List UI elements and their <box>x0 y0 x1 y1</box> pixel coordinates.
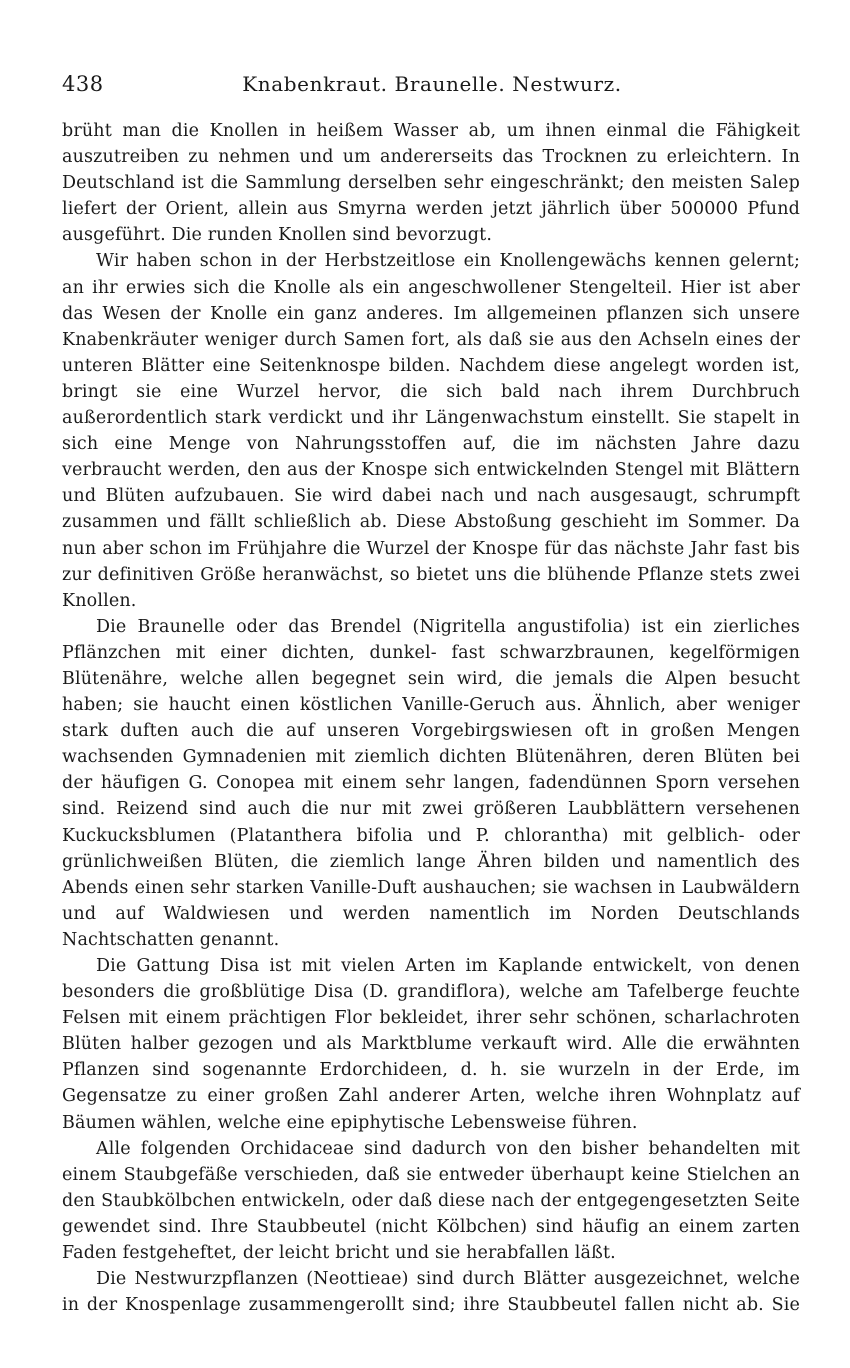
paragraph: Alle folgenden Orchidaceae sind dadurch von den bisher behandelten mit einem Staubgefäße verschieden, daß sie entweder überhaupt keine Stielchen an den Staubkölbchen entwickeln, oder daß diese nach der entgegengesetzten Seite gewendet sind. Ihre Staubbeutel (nicht Kölbchen) sind häufig an einem zarten Faden festgeheftet, der leicht bricht und sie herabfallen läßt. <box>62 1138 800 1264</box>
paragraph: brüht man die Knollen in heißem Wasser ab, um ihnen einmal die Fähigkeit auszutreiben zu nehmen und um andererseits das Trocknen zu erleichtern. In Deutschland ist die Sammlung derselben sehr eingeschränkt; den meisten Salep liefert der Orient, allein aus Smyrna werden jetzt jährlich über 500000 Pfund ausgeführt. Die runden Knollen sind bevorzugt. <box>62 121 800 246</box>
paragraph: Die Gattung Disa ist mit vielen Arten im Kaplande entwickelt, von denen besonders die großblütige Disa (D. grandiflora), welche am Tafelberge feuchte Felsen mit einem prächtigen Flor bekleidet, ihrer sehr schönen, scharlachroten Blüten halber gezogen und als Marktblume verkauft wird. Alle die erwähnten Pflanzen sind sogenannte Erdorchideen, d. h. sie wurzeln in der Erde, im Gegensatze zu einer großen Zahl anderer Arten, welche ihren Wohnplatz auf Bäumen wählen, welche eine epiphytische Lebensweise führen. <box>62 956 800 1133</box>
paragraph: Wir haben schon in der Herbstzeitlose ein Knollengewächs kennen gelernt; an ihr erwies sich die Knolle als ein angeschwollener Stengelteil. Hier ist aber das Wesen der Knolle ein ganz anderes. Im allgemeinen pflanzen sich unsere Knabenkräuter weniger durch Samen fort, als daß sie aus den Achseln eines der unteren Blätter eine Seitenknospe bilden. Nachdem diese angelegt worden ist, bringt sie eine Wurzel hervor, die sich bald nach ihrem Durchbruch außerordentlich stark verdickt und ihr Längenwachstum einstellt. Sie stapelt in sich eine Menge von Nahrungsstoffen auf, die im nächsten Jahre dazu verbraucht werden, den aus der Knospe sich entwickelnden Stengel mit Blättern und Blüten aufzubauen. Sie wird dabei nach und nach ausgesaugt, schrumpft zusammen und fällt schließlich ab. Diese Abstoßung geschieht im Sommer. Da nun aber schon im Frühjahre die Wurzel der Knospe für das nächste Jahr fast bis zur definitiven Größe heranwächst, so bietet uns die blühende Pflanze stets zwei Knollen. <box>62 251 800 611</box>
paragraph: Die Nestwurzpflanzen (Neottieae) sind durch Blätter ausgezeichnet, welche in der Knospenlage zusammengerollt sind; ihre Staubbeutel fallen nicht ab. Sie <box>62 1269 800 1316</box>
body-text <box>62 118 800 1318</box>
paragraph: Die Braunelle oder das Brendel (Nigritella angustifolia) ist ein zierliches Pflänzchen mit einer dichten, dunkel- fast schwarzbraunen, kegelförmigen Blütenähre, welche allen begegnet sein wird, die jemals die Alpen besucht haben; sie haucht einen köstlichen Vanille-Geruch aus. Ähnlich, aber weniger stark duften auch die auf unseren Vorgebirgswiesen oft in großen Mengen wachsenden Gymnadenien mit ziemlich dichten Blütenähren, deren Blüten bei der häufigen G. Conopea mit einem sehr langen, fadendünnen Sporn versehen sind. Reizend sind auch die nur mit zwei größeren Laubblättern versehenen Kuckucksblumen (Platanthera bifolia und P. chlorantha) mit gelblich- oder grünlichweißen Blüten, die ziemlich lange Ähren bilden und namentlich des Abends einen sehr starken Vanille-Duft aushauchen; sie wachsen in Laubwäldern und auf Waldwiesen und werden namentlich im Norden Deutschlands Nachtschatten genannt. <box>62 616 800 950</box>
running-title: Knabenkraut. Braunelle. Nestwurz. <box>242 72 622 96</box>
page-number: 438 <box>62 72 104 96</box>
page-header <box>62 72 802 102</box>
